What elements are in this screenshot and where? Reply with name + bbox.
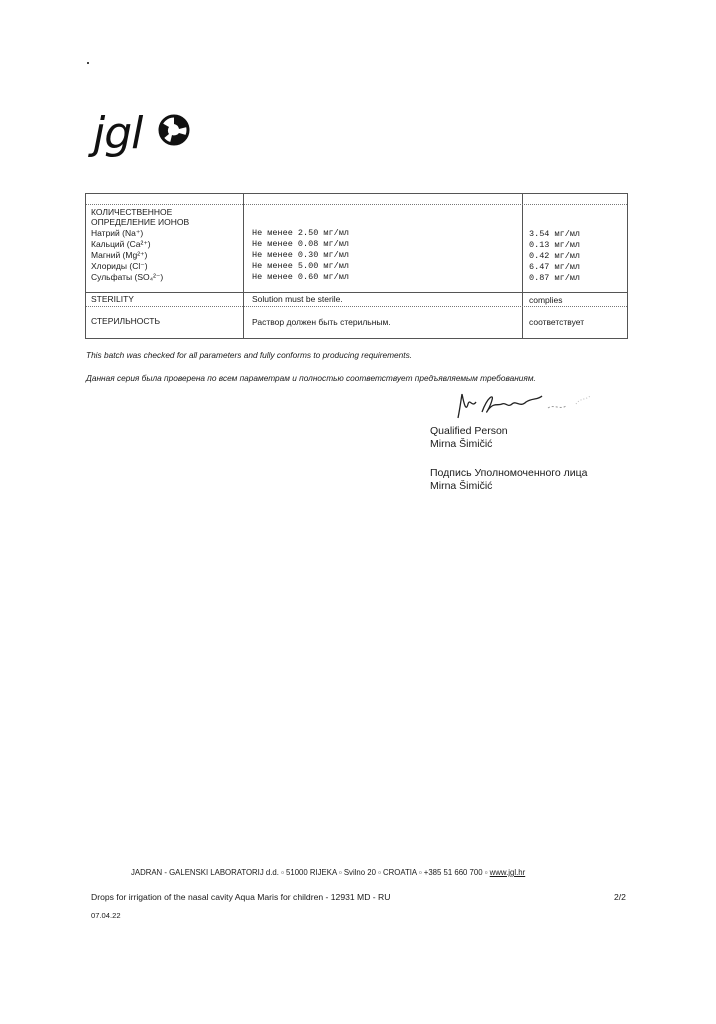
separator-icon: ▫ <box>418 868 424 877</box>
ion-name-magnesium: Магний (Mg²⁺) <box>91 250 148 260</box>
company-country: CROATIA <box>383 868 417 877</box>
separator-icon: ▫ <box>281 868 287 877</box>
separator-icon: ▫ <box>484 868 490 877</box>
ion-name-sodium: Натрий (Na⁺) <box>91 228 144 238</box>
ion-result-sodium: 3.54 мг/мл <box>529 229 581 239</box>
ion-result-sulfate: 0.87 мг/мл <box>529 273 581 283</box>
qualified-person-name-ru: Mirna Šimičić <box>430 480 493 492</box>
qualified-person-name-en: Mirna Šimičić <box>430 438 493 450</box>
ion-result-magnesium: 0.42 мг/мл <box>529 251 581 261</box>
ion-requirement-sulfate: Не менее 0.60 мг/мл <box>252 272 349 282</box>
ion-name-chloride: Хлориды (Cl⁻) <box>91 261 148 271</box>
jgl-logo-icon <box>157 113 191 147</box>
separator-icon: ▫ <box>378 868 384 877</box>
conformity-statement-en: This batch was checked for all parameters and fully conforms to producing requirements. <box>86 350 413 360</box>
ion-requirement-magnesium: Не менее 0.30 мг/мл <box>252 250 349 260</box>
scan-speck <box>87 62 89 64</box>
product-line: Drops for irrigation of the nasal cavity Aqua Maris for children - 12931 MD - RU <box>91 892 391 902</box>
company-street: Svilno 20 <box>343 868 376 877</box>
brand-logo-text: jgl <box>93 108 143 159</box>
page-number: 2/2 <box>614 892 626 902</box>
ion-name-calcium: Кальций (Ca²⁺) <box>91 239 151 249</box>
ion-section-heading-2: ОПРЕДЕЛЕНИЕ ИОНОВ <box>91 217 190 227</box>
sterility-requirement-en: Solution must be sterile. <box>252 294 343 304</box>
ion-name-sulfate: Сульфаты (SO₄²⁻) <box>91 272 164 282</box>
document-date: 07.04.22 <box>91 911 121 920</box>
sterility-name-en: STERILITY <box>91 294 134 304</box>
handwritten-signature <box>452 390 602 422</box>
company-phone: +385 51 660 700 <box>423 868 483 877</box>
ion-section-heading-1: КОЛИЧЕСТВЕННОЕ <box>91 207 173 217</box>
company-website-link[interactable]: www.jgl.hr <box>489 868 526 877</box>
qualified-person-role-en: Qualified Person <box>430 425 508 437</box>
ion-requirement-sodium: Не менее 2.50 мг/мл <box>252 228 349 238</box>
sterility-name-ru: СТЕРИЛЬНОСТЬ <box>91 316 161 326</box>
analysis-table <box>85 193 628 339</box>
company-address-line <box>131 868 525 877</box>
ion-result-calcium: 0.13 мг/мл <box>529 240 581 250</box>
ion-requirement-calcium: Не менее 0.08 мг/мл <box>252 239 349 249</box>
ion-requirement-chloride: Не менее 5.00 мг/мл <box>252 261 349 271</box>
qualified-person-role-ru: Подпись Уполномоченного лица <box>430 467 588 479</box>
company-city: 51000 RIJEKA <box>286 868 337 877</box>
ion-result-chloride: 6.47 мг/мл <box>529 262 581 272</box>
conformity-statement-ru: Данная серия была проверена по всем параметрам и полностью соответствует предъявляемым требованиям. <box>86 373 536 383</box>
sterility-result-en: complies <box>529 295 563 305</box>
sterility-requirement-ru: Раствор должен быть стерильным. <box>252 317 391 327</box>
separator-icon: ▫ <box>338 868 344 877</box>
sterility-result-ru: соответствует <box>529 317 585 327</box>
company-name: JADRAN - GALENSKI LABORATORIJ d.d. <box>131 868 279 877</box>
